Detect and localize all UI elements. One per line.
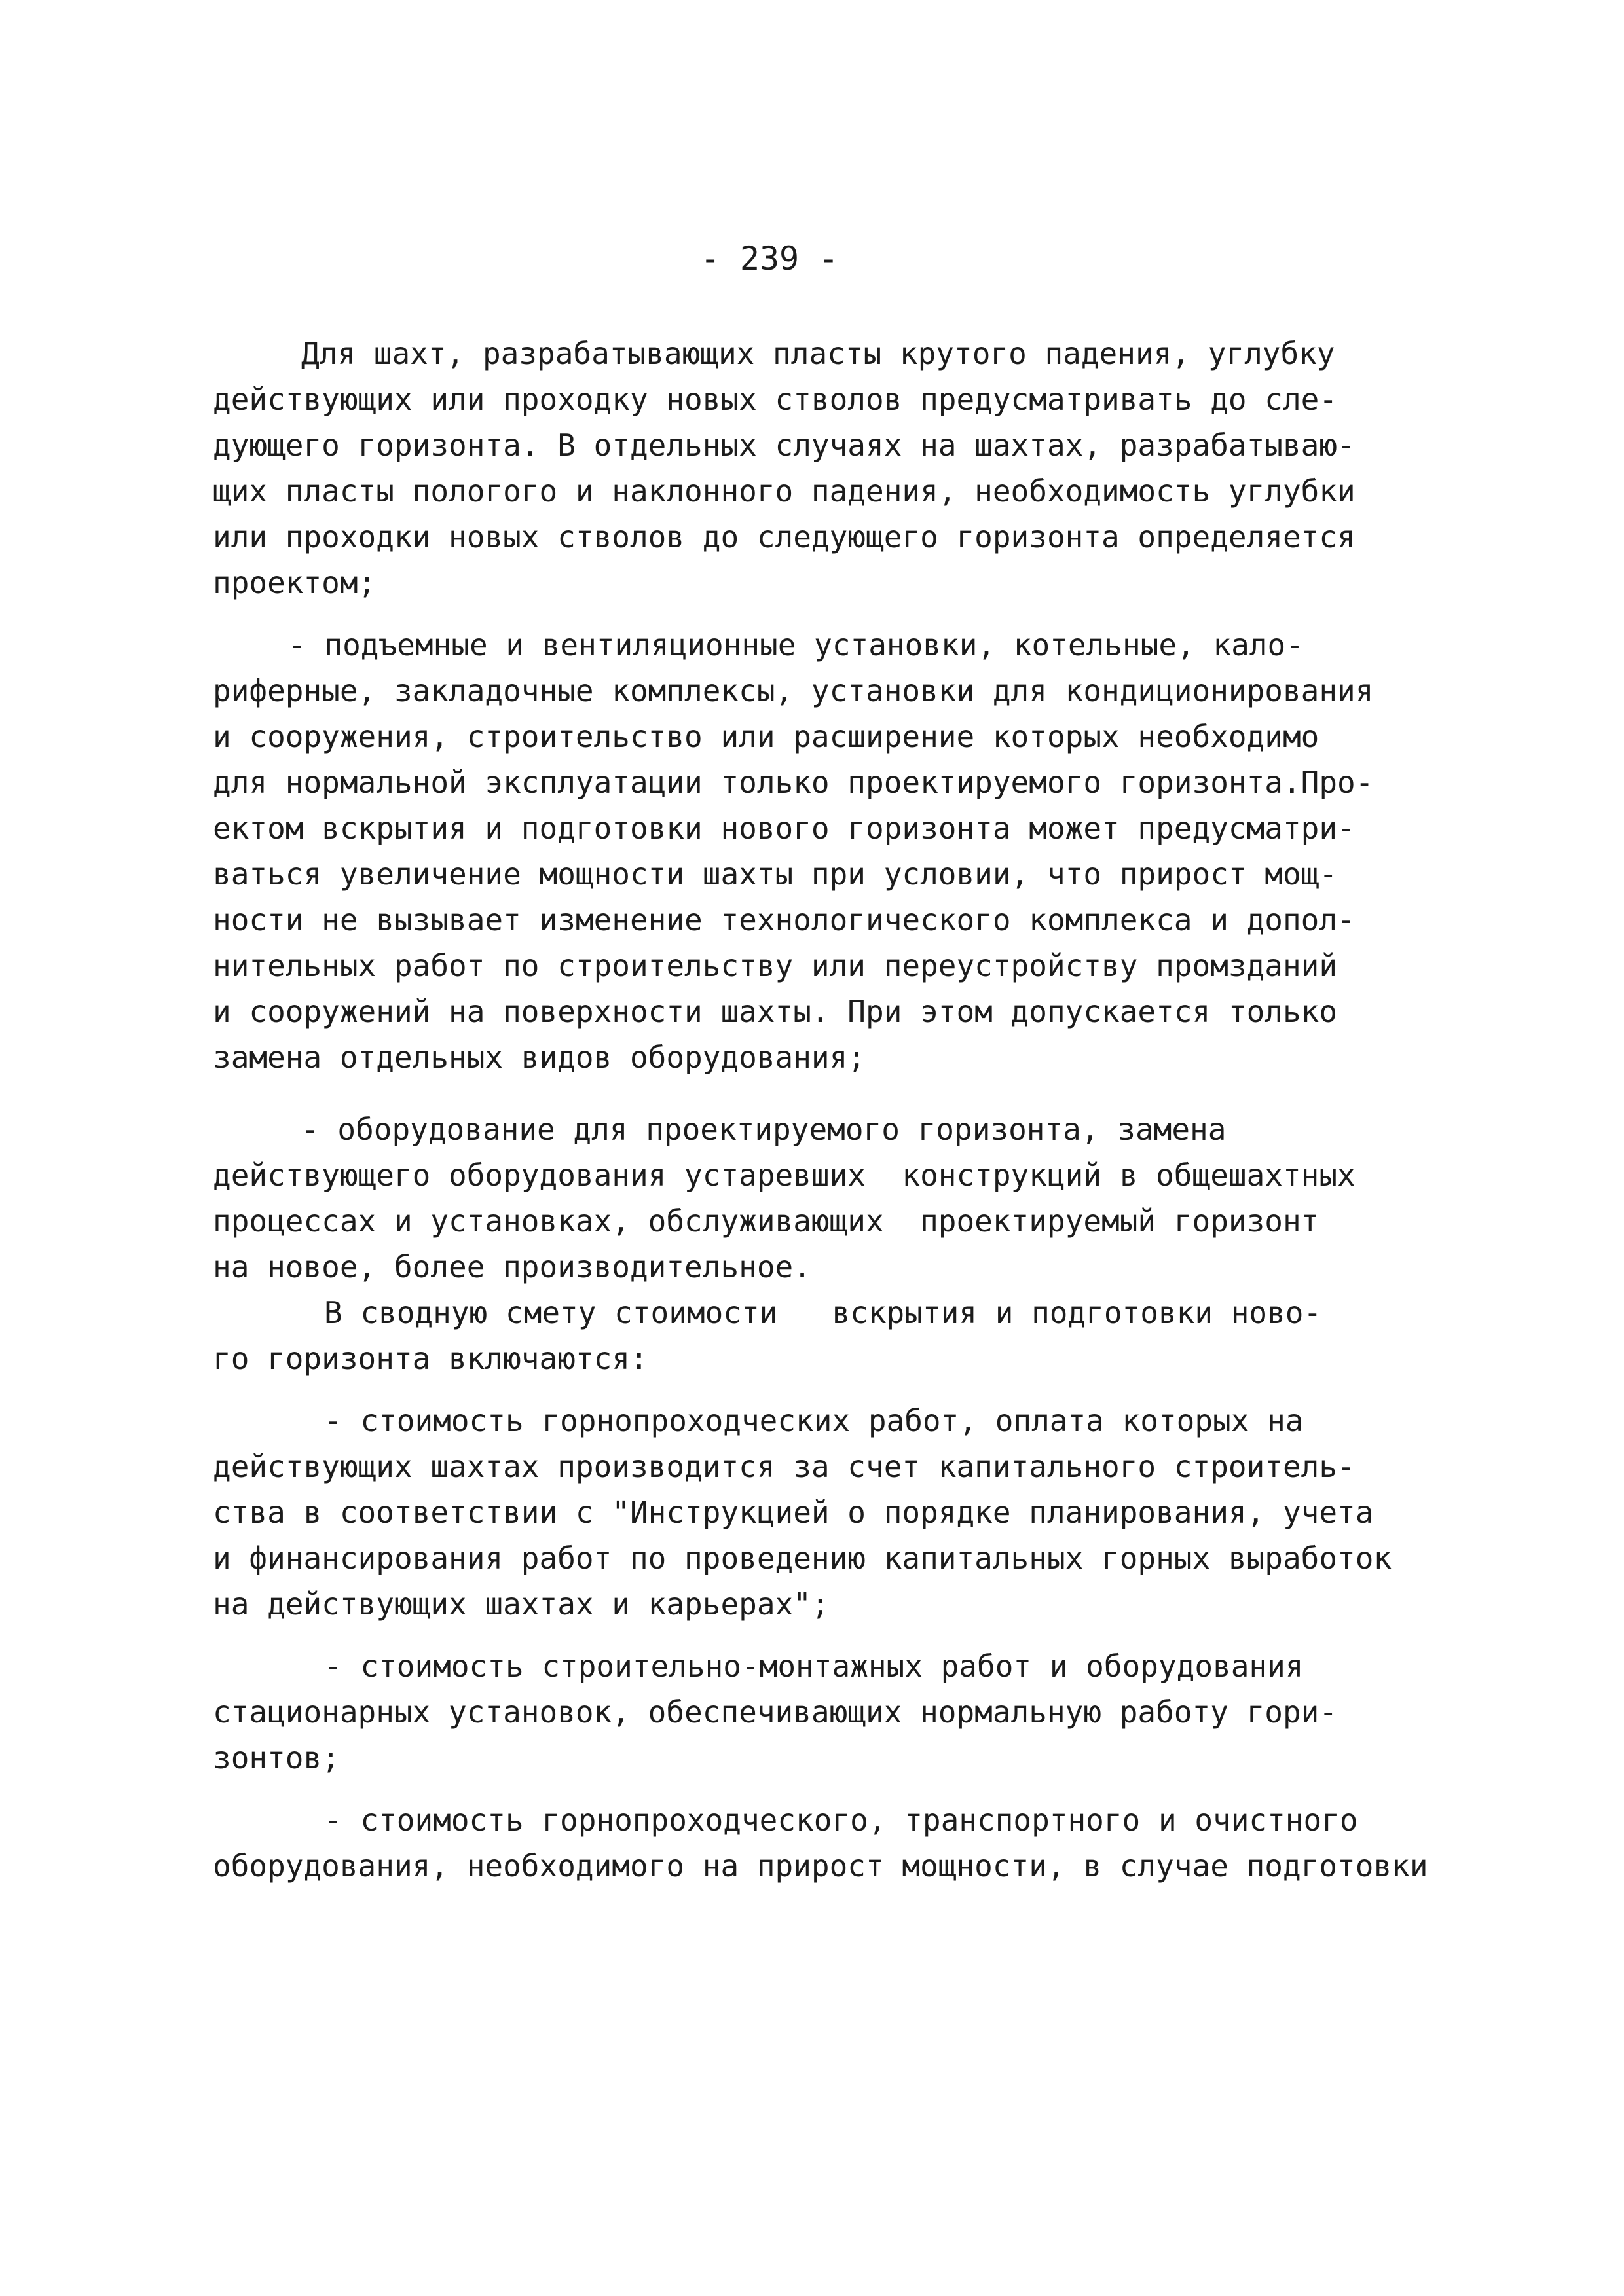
text-line: ности не вызывает изменение технологического комплекса и допол- — [213, 902, 1356, 938]
text-line: - оборудование для проектируемого горизонта, замена — [301, 1112, 1227, 1147]
text-line: и сооружения, строительство или расширение которых необходимо — [213, 719, 1320, 754]
text-line: действующих или проходку новых стволов предусматривать до сле- — [213, 382, 1338, 417]
text-line: Для шахт, разрабатывающих пласты крутого падения, углубку — [301, 336, 1335, 371]
text-line: - стоимость горнопроходческих работ, оплата которых на — [324, 1403, 1304, 1438]
text-line: процессах и установках, обслуживающих проектируемый горизонт — [213, 1203, 1320, 1239]
text-line: нительных работ по строительству или переустройству промзданий — [213, 948, 1338, 983]
text-line: риферные, закладочные комплексы, установки для кондиционирования — [213, 673, 1374, 708]
text-line: проектом; — [213, 565, 377, 600]
text-line: и финансирования работ по проведению капитальных горных выработок — [213, 1540, 1392, 1576]
text-line: на новое, более производительное. — [213, 1249, 811, 1285]
text-line: ства в соответствии с "Инструкцией о порядке планирования, учета — [213, 1495, 1374, 1530]
text-line: стационарных установок, обеспечивающих нормальную работу гори- — [213, 1694, 1338, 1730]
text-line: на действующих шахтах и карьерах"; — [213, 1586, 830, 1622]
text-line: го горизонта включаются: — [213, 1341, 648, 1376]
text-line: ваться увеличение мощности шахты при условии, что прирост мощ- — [213, 856, 1338, 892]
text-line: щих пласты пологого и наклонного падения, необходимость углубки — [213, 473, 1356, 509]
text-line: замена отдельных видов оборудования; — [213, 1040, 866, 1075]
text-line: или проходки новых стволов до следующего горизонта определяется — [213, 519, 1356, 555]
text-line: - подъемные и вентиляционные установки, котельные, кало- — [288, 627, 1304, 663]
text-line: и сооружений на поверхности шахты. При этом допускается только — [213, 994, 1338, 1029]
text-line: дующего горизонта. В отдельных случаях на шахтах, разрабатываю- — [213, 428, 1356, 463]
text-line: оборудования, необходимого на прирост мощности, в случае подготовки — [213, 1848, 1428, 1884]
text-line: действующего оборудования устаревших конструкций в общешахтных — [213, 1157, 1356, 1193]
text-line: действующих шахтах производится за счет капитального строитель- — [213, 1449, 1356, 1484]
text-line: зонтов; — [213, 1740, 340, 1776]
text-line: - стоимость горнопроходческого, транспортного и очистного — [324, 1802, 1358, 1838]
text-line: В сводную смету стоимости вскрытия и подготовки ново- — [324, 1295, 1322, 1330]
text-line: ектом вскрытия и подготовки нового горизонта может предусматри- — [213, 811, 1356, 846]
text-line: для нормальной эксплуатации только проектируемого горизонта.Про- — [213, 765, 1374, 800]
page-number: - 239 - — [700, 240, 839, 278]
text-line: - стоимость строительно-монтажных работ и оборудования — [324, 1649, 1304, 1684]
